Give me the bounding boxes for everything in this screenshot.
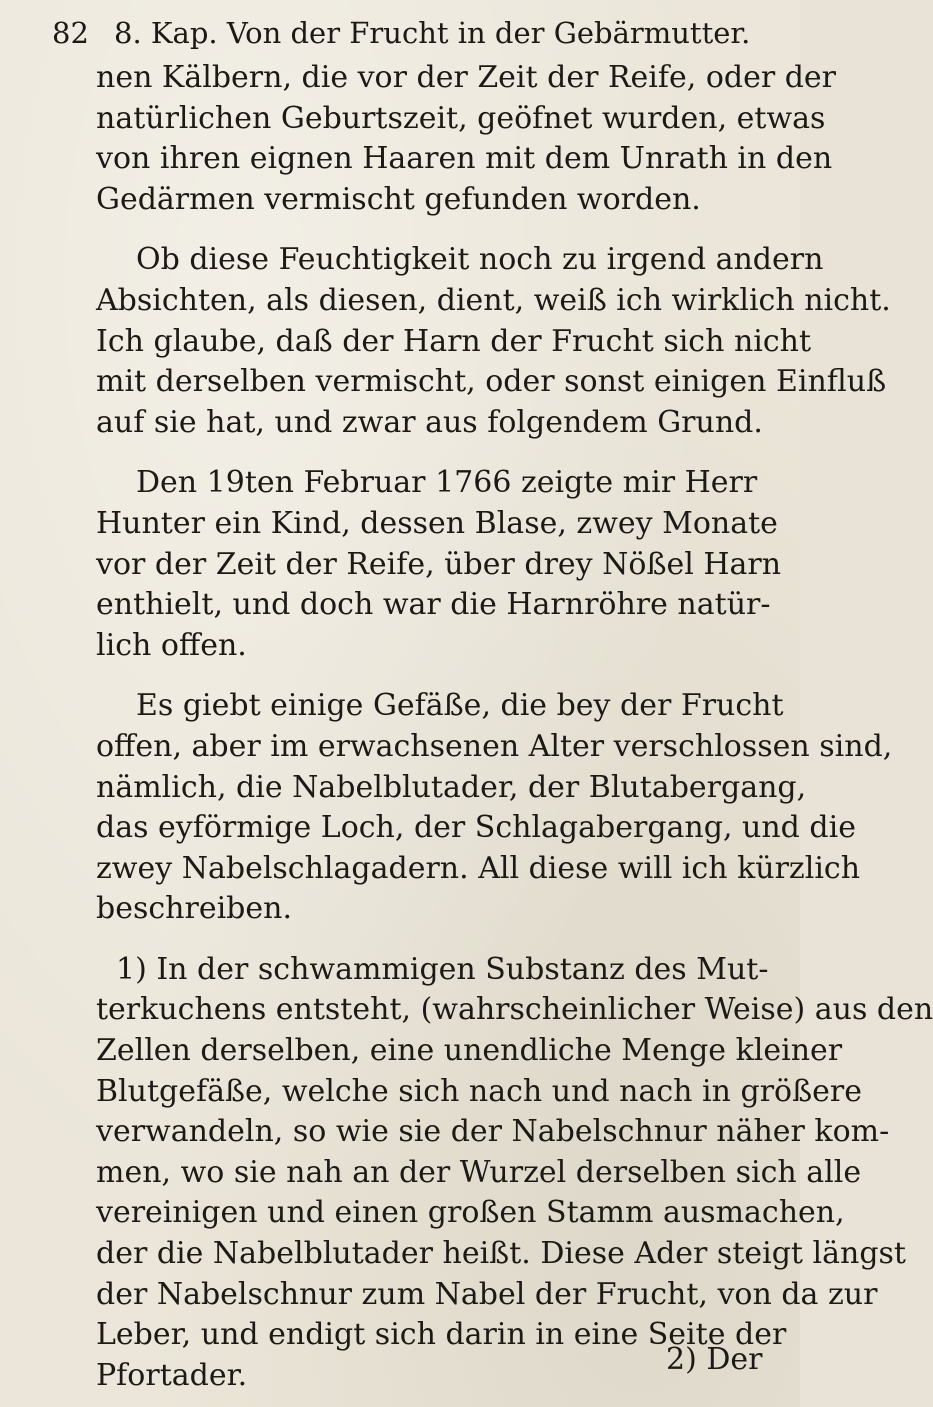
- text-line: Hunter ein Kind, dessen Blase, zwey Monate: [96, 505, 778, 541]
- text-line: vereinigen und einen großen Stamm ausmachen,: [96, 1195, 845, 1231]
- text-line: von ihren eignen Haaren mit dem Unrath in den: [96, 141, 833, 177]
- text-line: vor der Zeit der Reife, über drey Nößel Harn: [96, 546, 782, 582]
- paragraph: [96, 686, 893, 930]
- text-line: Blutgefäße, welche sich nach und nach in größere: [96, 1073, 862, 1109]
- text-line: Gedärmen vermischt gefunden worden.: [96, 181, 701, 217]
- text-line: Es giebt einige Gefäße, die bey der Frucht: [136, 688, 784, 724]
- text-line: natürlichen Geburtszeit, geöfnet wurden, etwas: [96, 100, 826, 136]
- text-line: Leber, und endigt sich darin in eine Seite der: [96, 1317, 787, 1353]
- text-line: das eyförmige Loch, der Schlagabergang, und die: [96, 810, 856, 846]
- text-line: mit derselben vermischt, oder sonst einigen Einfluß: [96, 364, 887, 400]
- running-head: [52, 14, 751, 54]
- paragraph: [96, 950, 933, 1397]
- text-line: offen, aber im erwachsenen Alter verschlossen sind,: [96, 728, 893, 764]
- text-line: Ich glaube, daß der Harn der Frucht sich nicht: [96, 323, 812, 359]
- text-line: nämlich, die Nabelblutader, der Blutabergang,: [96, 769, 807, 805]
- paragraph: [96, 463, 786, 666]
- body-text: [96, 58, 933, 1396]
- text-line: auf sie hat, und zwar aus folgendem Grund.: [96, 404, 763, 440]
- running-title: 8. Kap. Von der Frucht in der Gebärmutter.: [114, 16, 751, 50]
- text-line: Zellen derselben, eine unendliche Menge kleiner: [96, 1033, 843, 1069]
- text-line: zwey Nabelschlagadern. All diese will ich kürzlich: [96, 850, 861, 886]
- text-line: 1) In der schwammigen Substanz des Mut-: [116, 951, 769, 987]
- text-line: men, wo sie nah an der Wurzel derselben sich alle: [96, 1154, 862, 1190]
- catchword: 2) Der: [666, 1342, 763, 1377]
- text-line: Absichten, als diesen, dient, weiß ich wirklich nicht.: [96, 282, 891, 318]
- text-line: der die Nabelblutader heißt. Diese Ader steigt längst: [96, 1236, 906, 1272]
- text-line: verwandeln, so wie sie der Nabelschnur näher kom-: [96, 1114, 890, 1150]
- paragraph-continuation: [96, 58, 837, 220]
- paragraph: [96, 240, 891, 443]
- text-line: lich offen.: [96, 627, 247, 663]
- text-line: Den 19ten Februar 1766 zeigte mir Herr: [136, 465, 758, 501]
- text-line: Ob diese Feuchtigkeit noch zu irgend andern: [136, 242, 824, 278]
- text-line: beschreiben.: [96, 891, 292, 927]
- text-line: der Nabelschnur zum Nabel der Frucht, von da zur: [96, 1276, 878, 1312]
- text-line: enthielt, und doch war die Harnröhre natür-: [96, 587, 771, 623]
- page-number: 82: [52, 16, 89, 50]
- text-line: terkuchens entsteht, (wahrscheinlicher Weise) aus den: [96, 992, 933, 1028]
- text-line: Pfortader.: [96, 1357, 248, 1393]
- text-line: nen Kälbern, die vor der Zeit der Reife, oder der: [96, 60, 837, 95]
